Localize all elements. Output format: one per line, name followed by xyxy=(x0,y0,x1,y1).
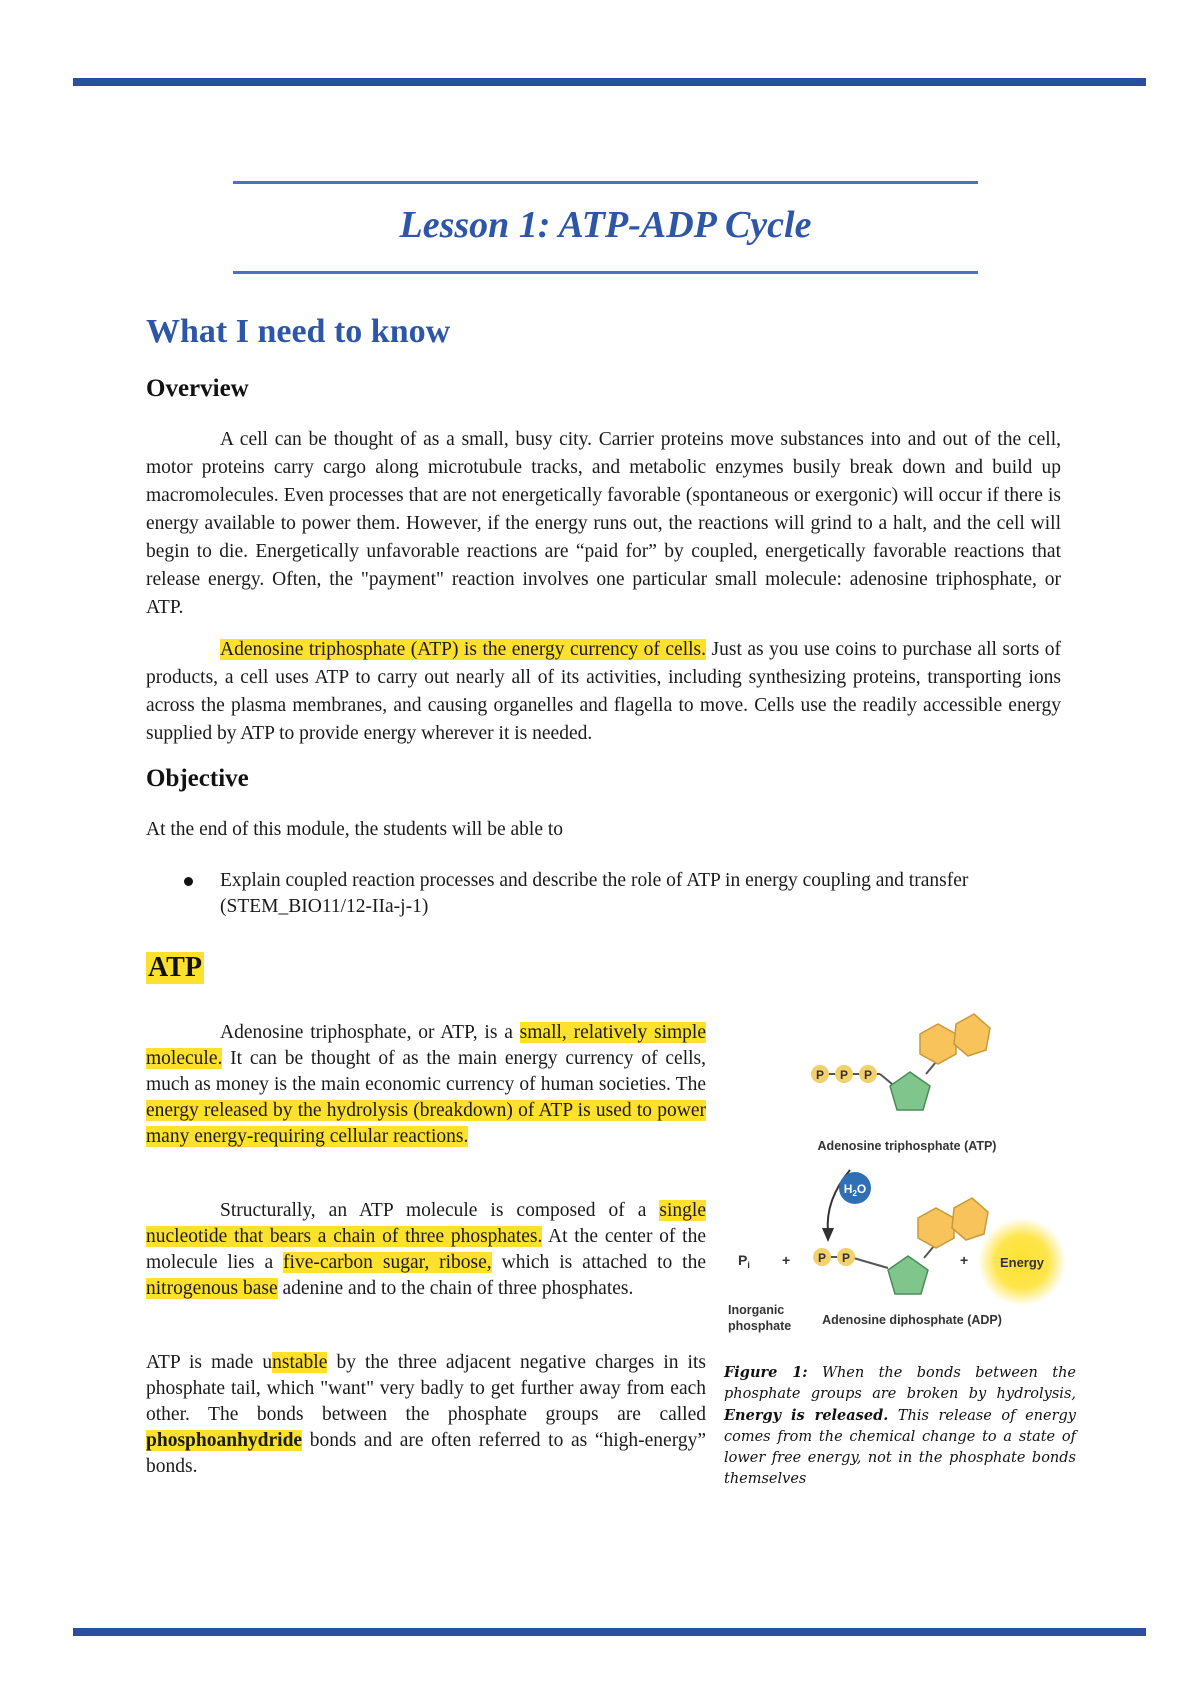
inorganic-phosphate xyxy=(728,1252,791,1333)
svg-text:Inorganic: Inorganic xyxy=(728,1303,785,1317)
svg-text:H2O: $H_2O$ xyxy=(843,1182,867,1198)
title-rule-bottom xyxy=(233,271,978,274)
section-heading: What I need to know xyxy=(146,313,451,350)
atp-p2-text-a: Structurally, an ATP molecule is composed of a xyxy=(220,1200,660,1221)
title-rule-top xyxy=(233,181,978,184)
atp-p1-text-a: Adenosine triphosphate, or ATP, is a xyxy=(220,1022,520,1043)
atp-p3-text-a: ATP is made u xyxy=(146,1352,273,1373)
atp-p2-highlight-3: nitrogenous base xyxy=(146,1278,278,1299)
atp-p2-text-d: adenine and to the chain of three phosphates. xyxy=(277,1278,634,1299)
atp-p1-highlight-2: energy released by the hydrolysis (breakdown) of ATP is used to power many energy-requiring cellular reactions. xyxy=(146,1100,706,1147)
objective-bullet xyxy=(180,868,1100,920)
hydrolysis-arrow xyxy=(822,1170,871,1242)
atp-p1-highlight-1: small, relatively simple molecule. xyxy=(146,1022,707,1069)
lesson-title: Lesson 1: ATP-ADP Cycle xyxy=(399,204,812,246)
caption-text-b: This release of energy comes from the chemical change to a state of lower free energy, not in the phosphate bonds themselves xyxy=(724,1408,1076,1487)
svg-text:phosphate: phosphate xyxy=(728,1319,792,1333)
atp-p2-highlight-2: five-carbon sugar, ribose, xyxy=(283,1252,492,1273)
plus-sign: + xyxy=(782,1252,791,1268)
atp-p2-text-b: At the center of the molecule lies a xyxy=(146,1226,706,1273)
overview-paragraph-1: A cell can be thought of as a small, busy city. Carrier proteins move substances into and out of the cell, motor proteins carry cargo along microtubule tracks, and metabolic enzymes busily break down and build up macromolecules. Even processes that are not energetically favorable (spontaneous or exergonic) will occur if there is energy available to power them. However, if the energy runs out, the reactions will grind to a halt, and the cell will begin to die. Energetically unfavorable reactions are “paid for” by coupled, energetically favorable reactions that release energy. Often, the "payment" reaction involves one particular small molecule: adenosine triphosphate, or ATP. xyxy=(146,429,1061,618)
caption-bold: Energy is released. xyxy=(724,1407,889,1424)
objective-intro: At the end of this module, the students will be able to xyxy=(146,819,564,840)
bullet-dot-icon xyxy=(184,877,193,886)
atp-molecule xyxy=(811,1014,996,1153)
atp-p2-text-c: which is attached to the xyxy=(491,1252,707,1273)
bottom-rule xyxy=(73,1628,1146,1636)
adp-label: Adenosine diphosphate (ADP) xyxy=(822,1313,1002,1327)
atp-p3-highlight-2: phosphoanhydride xyxy=(146,1430,303,1451)
adenine-ring-icon xyxy=(954,1014,990,1056)
adenine-ring-icon xyxy=(920,1024,956,1064)
highlight-atp-currency: Adenosine triphosphate (ATP) is the energy currency of cells. xyxy=(220,639,707,660)
adp-molecule xyxy=(813,1198,1002,1327)
atp-heading: ATP xyxy=(148,952,202,983)
figure-caption xyxy=(724,1362,1076,1490)
atp-paragraph-3 xyxy=(146,1350,706,1480)
svg-text:P: P xyxy=(815,1068,825,1082)
svg-text:P: P xyxy=(863,1068,873,1082)
overview-paragraph-2-rest: Just as you use coins to purchase all sorts of products, a cell uses ATP to carry out nearly all of its activities, including synthesizing proteins, transporting ions across the plasma membranes, and causing organelles and flagella to move. Cells use the readily accessible energy supplied by ATP to provide energy wherever it is needed. xyxy=(146,639,1061,744)
svg-text:Energy: Energy xyxy=(999,1255,1045,1270)
svg-text:P: P xyxy=(839,1068,849,1082)
overview-heading: Overview xyxy=(146,375,249,402)
ribose-pentagon-icon xyxy=(888,1256,928,1294)
atp-p2-highlight-1: single nucleotide that bears a chain of three phosphates. xyxy=(146,1200,706,1247)
top-rule xyxy=(73,78,1146,86)
atp-label: Adenosine triphosphate (ATP) xyxy=(817,1139,997,1153)
svg-text:P: P xyxy=(841,1251,851,1265)
objective-heading: Objective xyxy=(146,765,249,792)
overview-paragraph-2 xyxy=(146,636,1061,748)
plus-sign: + xyxy=(960,1252,969,1268)
atp-p1-text-b: It can be thought of as the main energy currency of cells, much as money is the main economic currency of human societies. The xyxy=(146,1048,706,1095)
atp-paragraph-1 xyxy=(146,1020,706,1150)
svg-text:Pi: $P_i$ xyxy=(738,1252,750,1270)
atp-p3-highlight-1: nstable xyxy=(272,1352,328,1373)
atp-paragraph-2 xyxy=(146,1198,706,1302)
atp-p3-text-b: by the three adjacent negative charges in its phosphate tail, which "want" very badly to get further away from each other. The bonds between the phosphate groups are called xyxy=(146,1352,706,1425)
svg-text:P: P xyxy=(817,1251,827,1265)
atp-p3-text-c: bonds and are often referred to as “high-energy” bonds. xyxy=(146,1430,706,1477)
ribose-pentagon-icon xyxy=(890,1072,930,1110)
atp-adp-figure xyxy=(720,1010,1090,1340)
caption-label: Figure 1: xyxy=(724,1364,808,1381)
objective-bullet-text: Explain coupled reaction processes and describe the role of ATP in energy coupling and transfer (STEM_BIO11/12-IIa-j-1) xyxy=(220,870,969,917)
adenine-ring-icon xyxy=(952,1198,988,1240)
adenine-ring-icon xyxy=(918,1208,954,1248)
caption-text-a: When the bonds between the phosphate groups are broken by hydrolysis, xyxy=(724,1365,1076,1402)
